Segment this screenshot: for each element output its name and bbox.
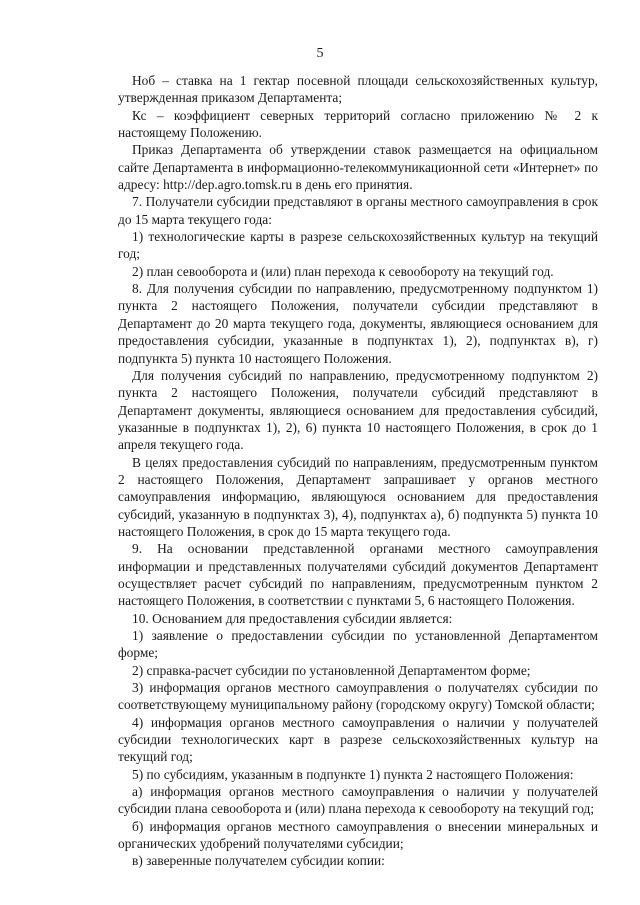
paragraph-item-10-5-a: а) информация органов местного самоуправления о наличии у получателей субсидии плана севооборота и (или) плана перехода к севообороту на текущий год; — [118, 784, 598, 817]
paragraph-item-10-2: 2) справка-расчет субсидии по установленной Департаментом форме; — [132, 662, 531, 678]
paragraph-item-10-1: 1) заявление о предоставлении субсидии по установленной Департаментом форме; — [118, 628, 598, 661]
paragraph-item-10-5-b: б) информация органов местного самоуправления о внесении минеральных и органических удобрений получателями субсидии; — [118, 818, 598, 852]
paragraph-item-10-3: 3) информация органов местного самоуправления о получателях субсидии по соответствующему муниципальному району (городскому округу) Томской области; — [118, 680, 598, 713]
page-number: 5 — [316, 46, 324, 61]
document-body — [118, 72, 598, 870]
paragraph-item-8-direction-2: Для получения субсидий по направлению, предусмотренному подпунктом 2) пункта 2 настоящего Положения, получатели субсидий представляют в Департамент документы, являющиеся основанием для предоставления субсидий, указанные в подпунктах 1), 2), 6) пункта 10 настоящего Положения, в срок до 1 апреля текущего года. — [118, 367, 598, 453]
paragraph-item-7: 7. Получатели субсидии представляют в органы местного самоуправления в срок до 15 марта текущего года: — [118, 194, 598, 227]
paragraph-order-publication: Приказ Департамента об утверждении ставок размещается на официальном сайте Департамента в информационно-телекоммуникационной сети «Интернет» по адресу: http://dep.agro.tomsk.ru в день его принятия. — [118, 142, 598, 193]
paragraph-item-8: 8. Для получения субсидии по направлению, предусмотренному подпунктом 1) пункта 2 настоящего Положения, получатели субсидии представляют в Департамент до 20 марта текущего года, документы, являющиеся основанием для предоставления субсидии, указанные в подпунктах 1), 2), подпунктах в), г) подпункта 5) пункта 10 настоящего Положения. — [118, 281, 598, 366]
paragraph-item-10-5-v: в) заверенные получателем субсидии копии: — [132, 853, 385, 869]
paragraph-nob-definition: Ноб – ставка на 1 гектар посевной площади сельскохозяйственных культур, утвержденная приказом Департамента; — [118, 73, 598, 106]
paragraph-item-7-1: 1) технологические карты в разрезе сельскохозяйственных культур на текущий год; — [118, 229, 598, 262]
paragraph-ks-definition: Кс – коэффициент северных территорий согласно приложению № 2 к настоящему Положению. — [118, 107, 598, 141]
paragraph-item-10: 10. Основанием для предоставления субсидии является: — [132, 610, 453, 626]
paragraph-item-8-requests: В целях предоставления субсидий по направлениям, предусмотренным пунктом 2 настоящего Положения, Департамент запрашивает у органов местного самоуправления информацию, являющуюся основанием для предоставления субсидий, указанную в подпунктах 3), 4), подпунктах а), б) подпункта 5) пункта 10 настоящего Положения, в срок до 15 марта текущего года. — [118, 454, 598, 539]
paragraph-item-10-4: 4) информация органов местного самоуправления о наличии у получателей субсидии технологических карт в разрезе сельскохозяйственных культур на текущий год; — [118, 714, 598, 765]
paragraph-item-7-2: 2) план севооборота и (или) план перехода к севообороту на текущий год. — [132, 263, 554, 279]
paragraph-item-10-5: 5) по субсидиям, указанным в подпункте 1) пункта 2 настоящего Положения: — [132, 766, 574, 782]
paragraph-item-9: 9. На основании представленной органами местного самоуправления информации и представленных получателями субсидий документов Департамент осуществляет расчет субсидий по направлениям, предусмотренным пунктом 2 настоящего Положения, в соответствии с пунктами 5, 6 настоящего Положения. — [118, 541, 598, 609]
